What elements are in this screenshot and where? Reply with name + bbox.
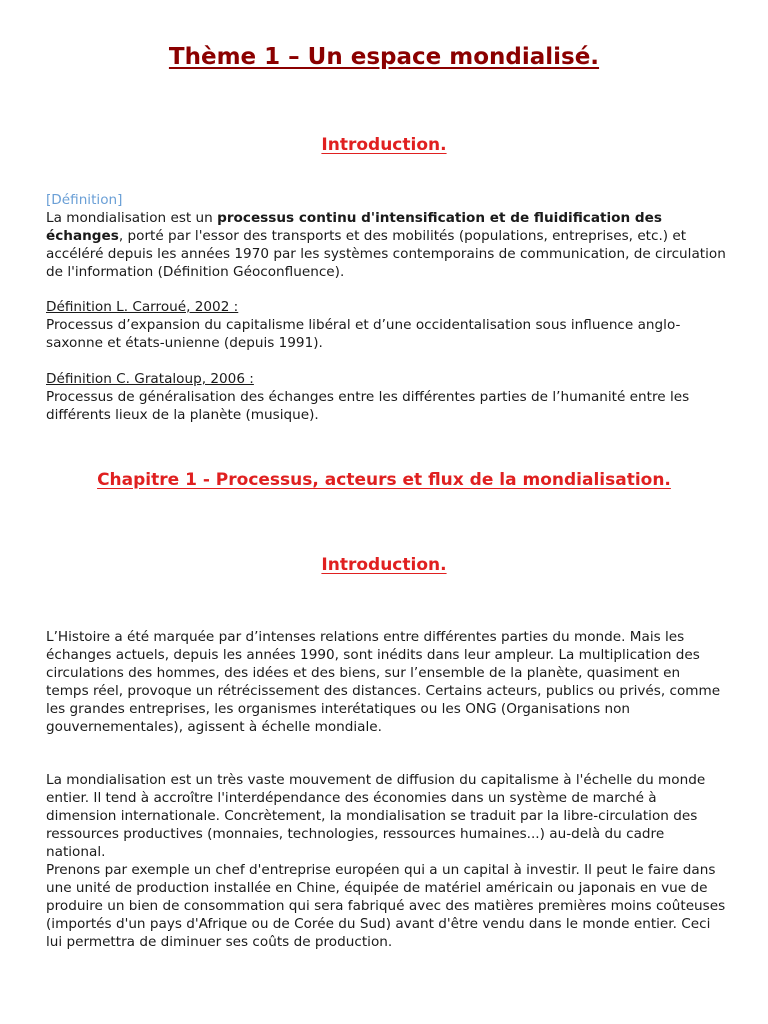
chapter-heading: Chapitre 1 - Processus, acteurs et flux de la mondialisation. — [97, 470, 671, 490]
intro-paragraph-3-text: Prenons par exemple un chef d'entreprise européen qui a un capital à investir. Il peut le faire dans une unité de production installée en Chine, équipée de matériel américain ou japonais en vue de produire un bien de consommation qui sera fabriqué avec des matières premières moins coûteuses (importés d'un pays d'Afrique ou de Corée du Sud) avant d'être vendu dans le monde entier. Ceci lui permettra de diminuer ses coûts de production. — [46, 862, 726, 950]
definition-text-bold: processus continu d'intensification et de fluidification des échanges — [46, 210, 662, 244]
page-title: Thème 1 – Un espace mondialisé. — [168, 44, 600, 70]
carroue-label: Définition L. Carroué, 2002 : — [46, 299, 239, 315]
definition-text — [46, 209, 726, 281]
grataloup-definition-block — [46, 370, 726, 424]
definition-block — [46, 191, 726, 281]
carroue-text: Processus d’expansion du capitalisme libéral et d’une occidentalisation sous influence anglo-saxonne et états-unienne (depuis 1991). — [46, 317, 681, 351]
carroue-definition-block — [46, 298, 726, 352]
grataloup-text: Processus de généralisation des échanges entre les différentes parties de l’humanité entre les différents lieux de la planète (musique). — [46, 389, 690, 423]
definition-text-end: , porté par l'essor des transports et des mobilités (populations, entreprises, etc.) et accéléré depuis les années 1970 par les systèmes contemporains de communication, de circulation de l'information (Définition Géoconfluence). — [46, 228, 726, 280]
intro-paragraph-1 — [46, 628, 726, 736]
intro-heading-2: Introduction. — [321, 555, 447, 575]
grataloup-label: Définition C. Grataloup, 2006 : — [46, 371, 254, 387]
definition-text-start: La mondialisation est un — [46, 210, 218, 226]
intro-paragraph-2-text: La mondialisation est un très vaste mouvement de diffusion du capitalisme à l'échelle du monde entier. Il tend à accroître l'interdépendance des économies dans un système de marché à dimension internationale. Concrètement, la mondialisation se traduit par la libre-circulation des ressources productives (monnaies, technologies, ressources humaines...) au-delà du cadre national. — [46, 772, 706, 860]
definition-tag: [Définition] — [46, 192, 123, 208]
intro-paragraph-1-text: L’Histoire a été marquée par d’intenses relations entre différentes parties du monde. Mais les échanges actuels, depuis les années 1990, sont inédits dans leur ampleur. La multiplication des circulations des hommes, des idées et des biens, sur l’ensemble de la planète, quasiment en temps réel, provoque un rétrécissement des distances. Certains acteurs, publics ou privés, comme les grandes entreprises, les organismes interétatiques ou les ONG (Organisations non gouvernementales), agissent à échelle mondiale. — [46, 629, 721, 735]
intro-paragraph-2 — [46, 771, 726, 951]
intro-heading-1: Introduction. — [321, 135, 447, 155]
